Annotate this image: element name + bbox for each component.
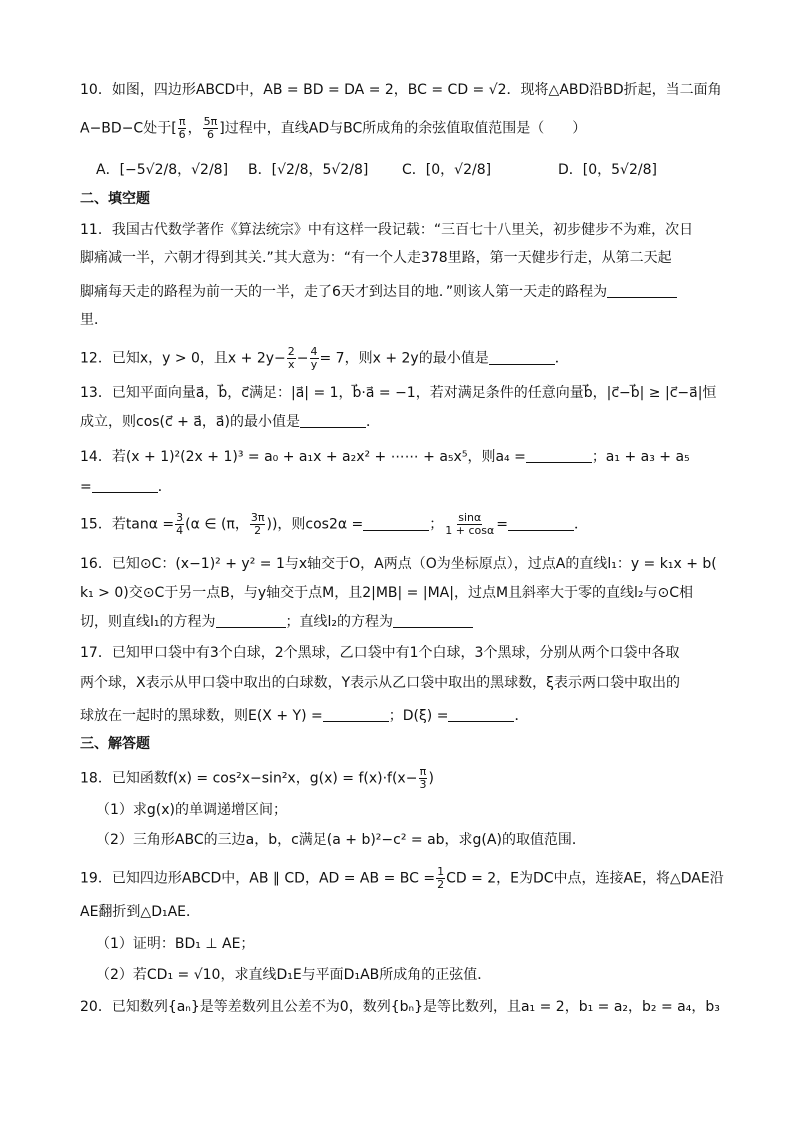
answer-blank[interactable] [363, 516, 429, 531]
q13-end: ． [365, 414, 380, 430]
q15-frac2 [250, 512, 266, 537]
frac-num: 1 [437, 865, 445, 878]
answer-blank[interactable] [92, 478, 158, 493]
q19-part1: （1）证明：BD₁ ⊥ AE； [96, 936, 255, 952]
q18-part2: （2）三角形ABC的三边a，b，c满足(a + b)²−c² = ab，求g(A)的取值范围． [96, 832, 586, 848]
answer-blank[interactable] [300, 413, 366, 428]
q10-frac1 [178, 116, 187, 141]
q10-option-d: D．[0，5√2/8] [558, 162, 657, 178]
q14-line1 [80, 447, 720, 467]
section-fill-in: 二、填空题 [80, 191, 150, 207]
q10-frac2 [203, 116, 219, 141]
q17-text-a: 球放在一起时的黑球数，则E(X + Y) = [80, 708, 323, 724]
frac-den: 3 [419, 778, 427, 791]
q11-line1: 11．我国古代数学著作《算法统宗》中有这样一段记载：“三百七十八里关，初步健步不为难，次日 [80, 222, 694, 238]
frac-num: 4 [310, 345, 318, 358]
q16-line3 [80, 612, 720, 632]
q19-line2: AE翻折到△D₁AE． [80, 904, 201, 920]
q12-text-a: 12．已知x，y > 0，且x + 2y− [80, 350, 286, 367]
q10-option-b: B．[√2/8，5√2/8] [248, 162, 369, 178]
frac-num: π [419, 765, 427, 778]
q12-minus: − [296, 350, 309, 367]
q16-line2: k₁ > 0)交⊙C于另一点B，与y轴交于点M，且2|MB| = |MA|，过点M且斜率大于零的直线l₂与⊙C相 [80, 585, 694, 601]
answer-blank[interactable] [508, 516, 574, 531]
q17-line1: 17．已知甲口袋中有3个白球，2个黑球，乙口袋中有1个白球，3个黑球，分别从两个口袋中各取 [80, 645, 680, 661]
q11-line3 [80, 282, 720, 302]
frac-den: y [310, 358, 318, 371]
frac-den: 6 [206, 128, 214, 141]
q10-line1: 10．如图，四边形ABCD中，AB = BD = DA = 2，BC = CD = √2．现将△ABD沿BD折起，当二面角 [80, 82, 722, 98]
q18-text-a: 18．已知函数f(x) = cos²x−sin²x，g(x) = f(x)·f(x− [80, 770, 418, 787]
answer-blank[interactable] [393, 613, 473, 628]
frac-num: π [178, 115, 186, 128]
q18-frac [418, 766, 427, 791]
q11-text: 脚痛每天走的路程为前一天的一半，走了6天才到达目的地．”则该人第一天走的路程为 [80, 284, 608, 300]
q15-end: ． [573, 516, 588, 533]
q15-text-a: 15．若tanα = [80, 516, 175, 533]
frac-num: sinα [458, 511, 482, 524]
q15-text-b: (α ∈ (π， [185, 516, 249, 533]
q19-part2: （2）若CD₁ = √10，求直线D₁E与平面D₁AB所成角的正弦值． [96, 967, 492, 983]
frac-den: x [288, 358, 295, 371]
q14-text-b: ；a₁ + a₃ + a₅ [591, 449, 690, 465]
q17-line3 [80, 706, 720, 726]
frac-num: 3 [176, 511, 184, 524]
q14-line2 [80, 477, 720, 497]
frac-num: 2 [287, 345, 295, 358]
q13-line2 [80, 412, 720, 432]
q14-end: ． [157, 479, 172, 495]
q19-frac [436, 866, 445, 891]
q16-text-b: ；直线l₂的方程为 [285, 614, 394, 630]
frac-num: 5π [203, 115, 218, 128]
answer-blank[interactable] [216, 613, 286, 628]
q11-line2: 脚痛减一半，六朝才得到其关.”其大意为：“有一个人走378里路，第一天健步行走，从第二天起 [80, 250, 672, 266]
q15-line [80, 512, 720, 537]
q16-text-a: 切，则直线l₁的方程为 [80, 614, 216, 630]
q18-part1: （1）求g(x)的单调递增区间； [96, 802, 288, 818]
q10-comma: ， [187, 120, 202, 137]
q10-text-a: A−BD−C处于[ [80, 120, 177, 137]
frac-num: 3π [250, 511, 265, 524]
q19-text-a: 19．已知四边形ABCD中，AB ∥ CD，AD = AB = BC = [80, 870, 436, 887]
answer-blank[interactable] [448, 707, 514, 722]
frac-den: 4 [176, 524, 184, 537]
q10-text-b: ]过程中，直线AD与BC所成角的余弦值取值范围是（ ） [219, 120, 587, 137]
answer-blank[interactable] [489, 350, 555, 365]
q17-text-b: ；D(ξ) = [388, 708, 449, 724]
q17-line2: 两个球，X表示从甲口袋中取出的白球数，Y表示从乙口袋中取出的黑球数，ξ表示两口袋中取出的 [80, 675, 680, 691]
frac-den: 2 [254, 524, 262, 537]
q12-text-b: = 7，则x + 2y的最小值是 [319, 350, 489, 367]
q13-text: 成立，则cos(c⃗ + a⃗，a⃗)的最小值是 [80, 414, 300, 430]
q15-sep: ； [429, 516, 444, 533]
q11-line4: 里． [80, 312, 108, 328]
q17-end: ． [514, 708, 529, 724]
frac-den: 6 [178, 128, 186, 141]
q13-line1: 13．已知平面向量a⃗，b⃗，c⃗满足：|a⃗| = 1，b⃗·a⃗ = −1，若对满足条件的任意向量b⃗，|c⃗−b⃗| ≥ |c⃗−a⃗|恒 [80, 385, 717, 401]
q16-line1: 16．已知⊙C：(x−1)² + y² = 1与x轴交于O，A两点（O为坐标原点），过点A的直线l₁：y = k₁x + b( [80, 556, 717, 572]
q18-text-b: ) [428, 770, 434, 787]
q15-eq: = [496, 516, 508, 533]
q15-text-c: ))，则cos2α = [266, 516, 364, 533]
q10-line2 [80, 116, 720, 141]
q15-frac3 [444, 512, 495, 537]
q10-option-c: C．[0，√2/8] [402, 162, 492, 178]
q10-option-a: A．[−5√2/8，√2/8] [96, 162, 229, 178]
answer-blank[interactable] [526, 448, 592, 463]
q19-line1 [80, 865, 724, 891]
q12-line [80, 346, 720, 371]
q12-frac1 [287, 346, 296, 371]
q15-frac1 [175, 512, 184, 537]
frac-den: 1 + cosα [445, 524, 495, 537]
q20-line1: 20．已知数列{aₙ}是等差数列且公差不为0，数列{bₙ}是等比数列，且a₁ = 2，b₁ = a₂，b₂ = a₄，b₃ [80, 999, 720, 1015]
answer-blank[interactable] [323, 707, 389, 722]
frac-den: 2 [437, 878, 445, 891]
q19-text-b: CD = 2，E为DC中点，连接AE，将△DAE沿 [446, 870, 724, 887]
q12-end: ． [554, 350, 569, 367]
q12-frac2 [310, 346, 319, 371]
q14-eq: = [80, 479, 92, 495]
q14-text-a: 14．若(x + 1)²(2x + 1)³ = a₀ + a₁x + a₂x² + ⋯⋯ + a₅x⁵，则a₄ = [80, 449, 526, 465]
answer-blank[interactable] [607, 283, 677, 298]
q18-line1 [80, 766, 720, 791]
section-answer: 三、解答题 [80, 736, 150, 752]
